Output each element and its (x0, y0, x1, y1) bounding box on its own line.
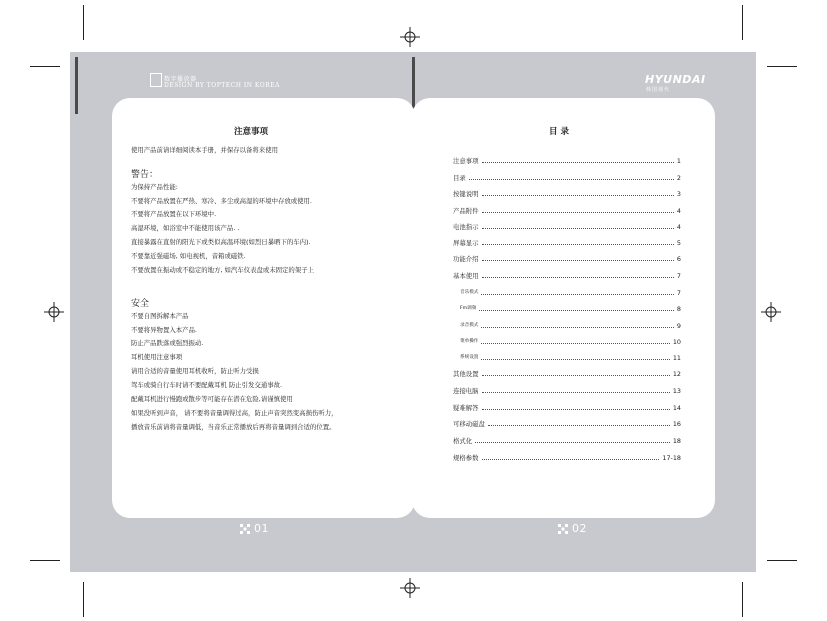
toc-label: 规格参数 (453, 453, 479, 462)
hyundai-logo-sub: 韩国现代 (646, 87, 671, 93)
toc-label: 连接电脑 (453, 386, 479, 395)
registration-mark-icon (44, 302, 64, 322)
toc-page: 9 (676, 321, 681, 330)
toc-leader (481, 359, 669, 360)
toc-page: 16 (672, 419, 681, 428)
toc-row[interactable] (453, 188, 681, 197)
list-item: 不要放置在振动或不稳定的地方, 如汽车仪表盘或未固定的架子上 (131, 266, 314, 274)
toc-row[interactable] (453, 221, 681, 230)
toc-label: 目录 (453, 173, 466, 182)
list-item: 如果没听到声音， 请不要将音量调得过高，防止声音突然变高损伤听力， (131, 409, 338, 417)
page-number-text: 02 (572, 522, 587, 535)
toc-row[interactable] (460, 287, 681, 296)
toc-row[interactable] (460, 336, 681, 345)
toc-label: 疑难解答 (453, 403, 479, 412)
toc-leader (481, 343, 669, 344)
toc-label: 音乐模式 (460, 290, 479, 296)
toc-page: 14 (672, 403, 681, 412)
toc-page: 12 (672, 369, 681, 378)
list-item: 不要将产品放置在以下环境中. (131, 210, 217, 218)
toc-leader (475, 442, 670, 443)
left-page (112, 98, 415, 518)
toc-leader (481, 327, 674, 328)
list-item: 不要将产品放置在严热、寒冷、多尘或高湿的环境中存放或使用. (131, 197, 312, 205)
toc-leader (469, 179, 674, 180)
toc-label: 其他设置 (453, 369, 479, 378)
toc-label: 按键说明 (453, 189, 479, 198)
crop-mark (767, 560, 797, 561)
toc-row[interactable] (453, 155, 681, 164)
toc-page: 8 (676, 304, 681, 313)
toc-row[interactable] (453, 435, 681, 444)
intro-text: 使用产品前请详细阅读本手册，并保存以备将来使用 (131, 146, 278, 154)
list-item: 配戴耳机进行慢跑或散步等可能存在潜在危险,请谨慎使用 (131, 395, 293, 403)
toc-row[interactable] (453, 237, 681, 246)
toc-leader (482, 277, 674, 278)
toc-page: 7 (676, 271, 681, 280)
toc-label: 屏幕显示 (453, 238, 479, 247)
hyundai-logo: HYUNDAI (645, 73, 706, 86)
toc-leader (482, 195, 674, 196)
toc-page: 13 (672, 386, 681, 395)
toc-page: 10 (672, 337, 681, 346)
page-number-text: 01 (254, 522, 269, 535)
toc-page: 4 (676, 206, 681, 215)
list-item: 播放音乐前请将音量调低，当音乐正常播放后再将音量调到合适的位置。 (131, 423, 336, 431)
crop-mark (30, 66, 60, 67)
list-item: 驾车或骑自行车时请不要配戴耳机 防止引发交通事故. (131, 381, 283, 389)
toc-leader (479, 310, 674, 311)
toc-leader (482, 459, 660, 460)
toc-row[interactable] (453, 452, 681, 461)
toc-leader (482, 244, 674, 245)
list-item: 为保持产品性能: (131, 183, 178, 191)
warning-heading: 警告： (131, 170, 159, 180)
toc-label: Fm调频 (460, 306, 477, 312)
toc-row[interactable] (453, 385, 681, 394)
toc-row[interactable] (453, 172, 681, 181)
registration-mark-icon (400, 27, 420, 47)
crop-mark (30, 560, 60, 561)
toc-label: 功能介绍 (453, 254, 479, 263)
toc-leader (482, 375, 670, 376)
toc-page: 17-18 (662, 453, 681, 462)
toc-page: 1 (676, 156, 681, 165)
toc-label: 基本使用 (453, 271, 479, 280)
list-item: 不要自图拆解本产品 (131, 312, 189, 320)
toc-leader (482, 260, 674, 261)
brand-logo-box (150, 73, 162, 87)
list-item: 不要将异物置入本产品. (131, 326, 197, 334)
toc-row[interactable] (460, 352, 681, 361)
list-item: 不要靠近强磁场, 如电视机，音箱或磁铁. (131, 252, 246, 260)
brand-cn: 数字播放器 (164, 76, 197, 83)
toc-leader (482, 162, 674, 163)
toc-leader (482, 228, 674, 229)
toc-page: 11 (672, 353, 681, 362)
toc-label: 系统设置 (460, 355, 479, 361)
toc-leader (482, 409, 670, 410)
crop-mark (742, 5, 743, 40)
safety-heading: 安全 (131, 299, 150, 309)
list-item: 耳机使用注意事项 (131, 353, 183, 361)
page-number-icon (558, 524, 568, 534)
toc-row[interactable] (460, 320, 681, 329)
toc-row[interactable] (460, 303, 681, 312)
brand-en: DESIGN BY TOPTECH IN KOREA (164, 82, 280, 89)
toc-label: 录音模式 (460, 323, 479, 329)
list-item: 高湿环境，如浴室中不能使用该产品. . (131, 224, 240, 232)
list-item: 请用合适的音量使用耳机收听，防止听力受损 (131, 367, 259, 375)
list-item: 直接暴露在直射的阳光下或类似高温环境(如烈日暴晒下的车内). (131, 238, 311, 246)
toc-row[interactable] (453, 253, 681, 262)
registration-mark-icon (400, 578, 420, 598)
toc-row[interactable] (453, 402, 681, 411)
crop-mark (83, 582, 84, 617)
toc-row[interactable] (453, 205, 681, 214)
page-number-left (240, 522, 269, 535)
crop-mark (83, 5, 84, 40)
toc-page: 7 (676, 288, 681, 297)
toc-label: 菜单操作 (460, 339, 479, 345)
page-number-right (558, 522, 587, 535)
toc-leader (482, 212, 674, 213)
left-spine-bar (75, 57, 78, 114)
toc-label: 电池指示 (453, 222, 479, 231)
toc-page: 6 (676, 254, 681, 263)
toc-leader (481, 294, 674, 295)
page-title: 注意事项 (234, 127, 269, 137)
registration-mark-icon (761, 302, 781, 322)
page-number-icon (240, 524, 250, 534)
list-item: 防止产品跌落或强烈振动. (131, 339, 204, 347)
toc-label: 可移动磁盘 (453, 419, 485, 428)
toc-page: 3 (676, 189, 681, 198)
toc-leader (488, 425, 670, 426)
toc-label: 注意事项 (453, 156, 479, 165)
crop-mark (742, 582, 743, 617)
crop-mark (767, 66, 797, 67)
toc-page: 4 (676, 222, 681, 231)
toc-row[interactable] (453, 418, 681, 427)
toc-title: 目 录 (549, 127, 569, 137)
toc-row[interactable] (453, 270, 681, 279)
toc-leader (482, 392, 670, 393)
toc-page: 5 (676, 238, 681, 247)
toc-page: 18 (672, 436, 681, 445)
toc-row[interactable] (453, 368, 681, 377)
toc-label: 格式化 (453, 436, 473, 445)
toc-page: 2 (676, 173, 681, 182)
toc-label: 产品附件 (453, 206, 479, 215)
